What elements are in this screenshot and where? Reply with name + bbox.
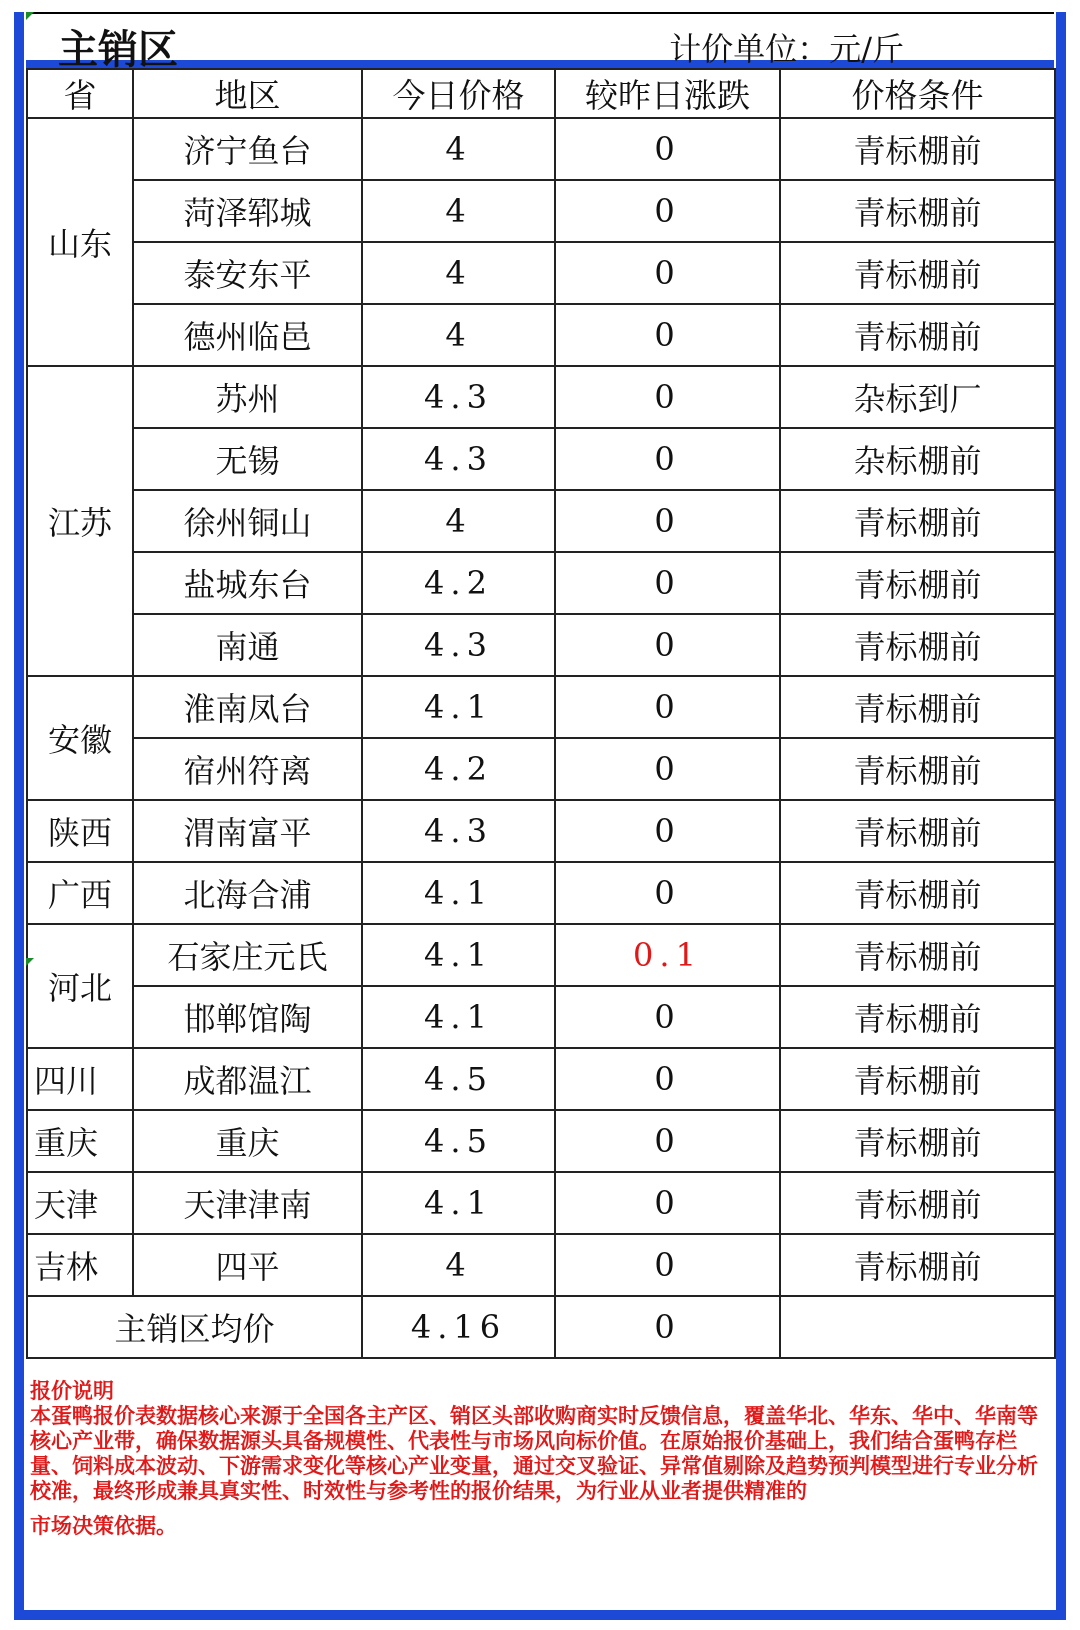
price-cell: 4.2 [362, 552, 555, 614]
table-row [27, 986, 1055, 1048]
table-row [27, 304, 1055, 366]
table-row [27, 1234, 1055, 1296]
condition-cell: 青标棚前 [780, 180, 1055, 242]
table-row [27, 924, 1055, 986]
col-header-change: 较昨日涨跌 [555, 69, 780, 118]
price-cell: 4.1 [362, 1172, 555, 1234]
condition-cell: 青标棚前 [780, 738, 1055, 800]
region-cell: 南通 [133, 614, 362, 676]
change-cell: 0 [555, 676, 780, 738]
condition-cell: 青标棚前 [780, 986, 1055, 1048]
price-cell: 4.3 [362, 428, 555, 490]
condition-cell: 青标棚前 [780, 118, 1055, 180]
region-cell: 泰安东平 [133, 242, 362, 304]
province-cell: 广西 [27, 862, 133, 924]
table-row [27, 366, 1055, 428]
table-row [27, 676, 1055, 738]
change-cell: 0 [555, 428, 780, 490]
summary-row [27, 1296, 1055, 1358]
region-cell: 淮南凤台 [133, 676, 362, 738]
price-cell: 4.1 [362, 924, 555, 986]
summary-label: 主销区均价 [27, 1296, 362, 1358]
price-cell: 4.1 [362, 986, 555, 1048]
cell-marker-icon [26, 958, 34, 966]
region-cell: 济宁鱼台 [133, 118, 362, 180]
change-cell: 0 [555, 1048, 780, 1110]
price-table [26, 68, 1056, 1359]
price-cell: 4 [362, 490, 555, 552]
price-unit: 计价单位：元/斤 [669, 30, 904, 68]
summary-condition [780, 1296, 1055, 1358]
change-cell: 0 [555, 304, 780, 366]
col-header-condition: 价格条件 [780, 69, 1055, 118]
condition-cell: 青标棚前 [780, 924, 1055, 986]
table-row [27, 490, 1055, 552]
price-cell: 4.5 [362, 1048, 555, 1110]
change-cell: 0 [555, 180, 780, 242]
col-header-region: 地区 [133, 69, 362, 118]
province-cell: 山东 [27, 118, 133, 366]
condition-cell: 青标棚前 [780, 490, 1055, 552]
table-row [27, 800, 1055, 862]
cell-marker-icon [26, 12, 34, 20]
region-cell: 无锡 [133, 428, 362, 490]
change-cell: 0 [555, 118, 780, 180]
province-cell: 江苏 [27, 366, 133, 676]
condition-cell: 杂标棚前 [780, 428, 1055, 490]
notes-title: 报价说明 [30, 1378, 114, 1403]
condition-cell: 青标棚前 [780, 242, 1055, 304]
region-cell: 成都温江 [133, 1048, 362, 1110]
condition-cell: 青标棚前 [780, 862, 1055, 924]
change-cell: 0 [555, 242, 780, 304]
change-cell: 0 [555, 800, 780, 862]
table-row [27, 552, 1055, 614]
table-row [27, 862, 1055, 924]
col-header-province: 省 [27, 69, 133, 118]
region-cell: 徐州铜山 [133, 490, 362, 552]
table-row [27, 614, 1055, 676]
province-cell: 陕西 [27, 800, 133, 862]
region-cell: 石家庄元氏 [133, 924, 362, 986]
region-cell: 重庆 [133, 1110, 362, 1172]
price-cell: 4 [362, 304, 555, 366]
region-cell: 宿州符离 [133, 738, 362, 800]
notes-tail: 市场决策依据。 [30, 1513, 177, 1538]
summary-change: 0 [555, 1296, 780, 1358]
condition-cell: 青标棚前 [780, 800, 1055, 862]
price-cell: 4.3 [362, 614, 555, 676]
pricing-notes [30, 1378, 1050, 1538]
change-cell: 0 [555, 366, 780, 428]
page-title: 主销区 [58, 26, 178, 73]
change-cell: 0 [555, 490, 780, 552]
table-row [27, 180, 1055, 242]
price-cell: 4.2 [362, 738, 555, 800]
table-row [27, 242, 1055, 304]
table-row [27, 118, 1055, 180]
region-cell: 德州临邑 [133, 304, 362, 366]
change-cell: 0 [555, 614, 780, 676]
change-cell: 0 [555, 986, 780, 1048]
province-cell: 天津 [27, 1172, 133, 1234]
change-cell-highlight: 0.1 [555, 924, 780, 986]
condition-cell: 青标棚前 [780, 304, 1055, 366]
change-cell: 0 [555, 552, 780, 614]
price-cell: 4 [362, 1234, 555, 1296]
price-cell: 4 [362, 242, 555, 304]
region-cell: 苏州 [133, 366, 362, 428]
region-cell: 四平 [133, 1234, 362, 1296]
table-row [27, 1048, 1055, 1110]
table-row [27, 428, 1055, 490]
price-cell: 4.3 [362, 800, 555, 862]
table-row [27, 1172, 1055, 1234]
region-cell: 渭南富平 [133, 800, 362, 862]
change-cell: 0 [555, 862, 780, 924]
condition-cell: 青标棚前 [780, 1234, 1055, 1296]
notes-body: 本蛋鸭报价表数据核心来源于全国各主产区、销区头部收购商实时反馈信息，覆盖华北、华东、华中、华南等核心产业带，确保数据源头具备规模性、代表性与市场风向标价值。在原始报价基础上，我们结合蛋鸭存栏量、饲料成本波动、下游需求变化等核心产业变量，通过交叉验证、异常值剔除及趋势预判模型进行专业分析校准，最终形成兼具真实性、时效性与参考性的报价结果，为行业从业者提供精准的 [30, 1403, 1038, 1503]
change-cell: 0 [555, 1110, 780, 1172]
price-cell: 4.1 [362, 862, 555, 924]
province-cell: 吉林 [27, 1234, 133, 1296]
title-bar [26, 12, 1054, 73]
price-cell: 4 [362, 118, 555, 180]
condition-cell: 青标棚前 [780, 1110, 1055, 1172]
table-row [27, 1110, 1055, 1172]
condition-cell: 青标棚前 [780, 552, 1055, 614]
price-cell: 4.1 [362, 676, 555, 738]
price-cell: 4.3 [362, 366, 555, 428]
region-cell: 盐城东台 [133, 552, 362, 614]
condition-cell: 青标棚前 [780, 1048, 1055, 1110]
price-cell: 4 [362, 180, 555, 242]
province-cell: 河北 [27, 924, 133, 1048]
table-header-row [27, 69, 1055, 118]
summary-price: 4.16 [362, 1296, 555, 1358]
price-cell: 4.5 [362, 1110, 555, 1172]
province-cell: 重庆 [27, 1110, 133, 1172]
col-header-price: 今日价格 [362, 69, 555, 118]
table-row [27, 738, 1055, 800]
condition-cell: 青标棚前 [780, 1172, 1055, 1234]
province-cell: 四川 [27, 1048, 133, 1110]
region-cell: 天津津南 [133, 1172, 362, 1234]
change-cell: 0 [555, 1172, 780, 1234]
change-cell: 0 [555, 738, 780, 800]
region-cell: 邯郸馆陶 [133, 986, 362, 1048]
region-cell: 菏泽郓城 [133, 180, 362, 242]
province-cell: 安徽 [27, 676, 133, 800]
condition-cell: 青标棚前 [780, 614, 1055, 676]
condition-cell: 杂标到厂 [780, 366, 1055, 428]
region-cell: 北海合浦 [133, 862, 362, 924]
change-cell: 0 [555, 1234, 780, 1296]
condition-cell: 青标棚前 [780, 676, 1055, 738]
